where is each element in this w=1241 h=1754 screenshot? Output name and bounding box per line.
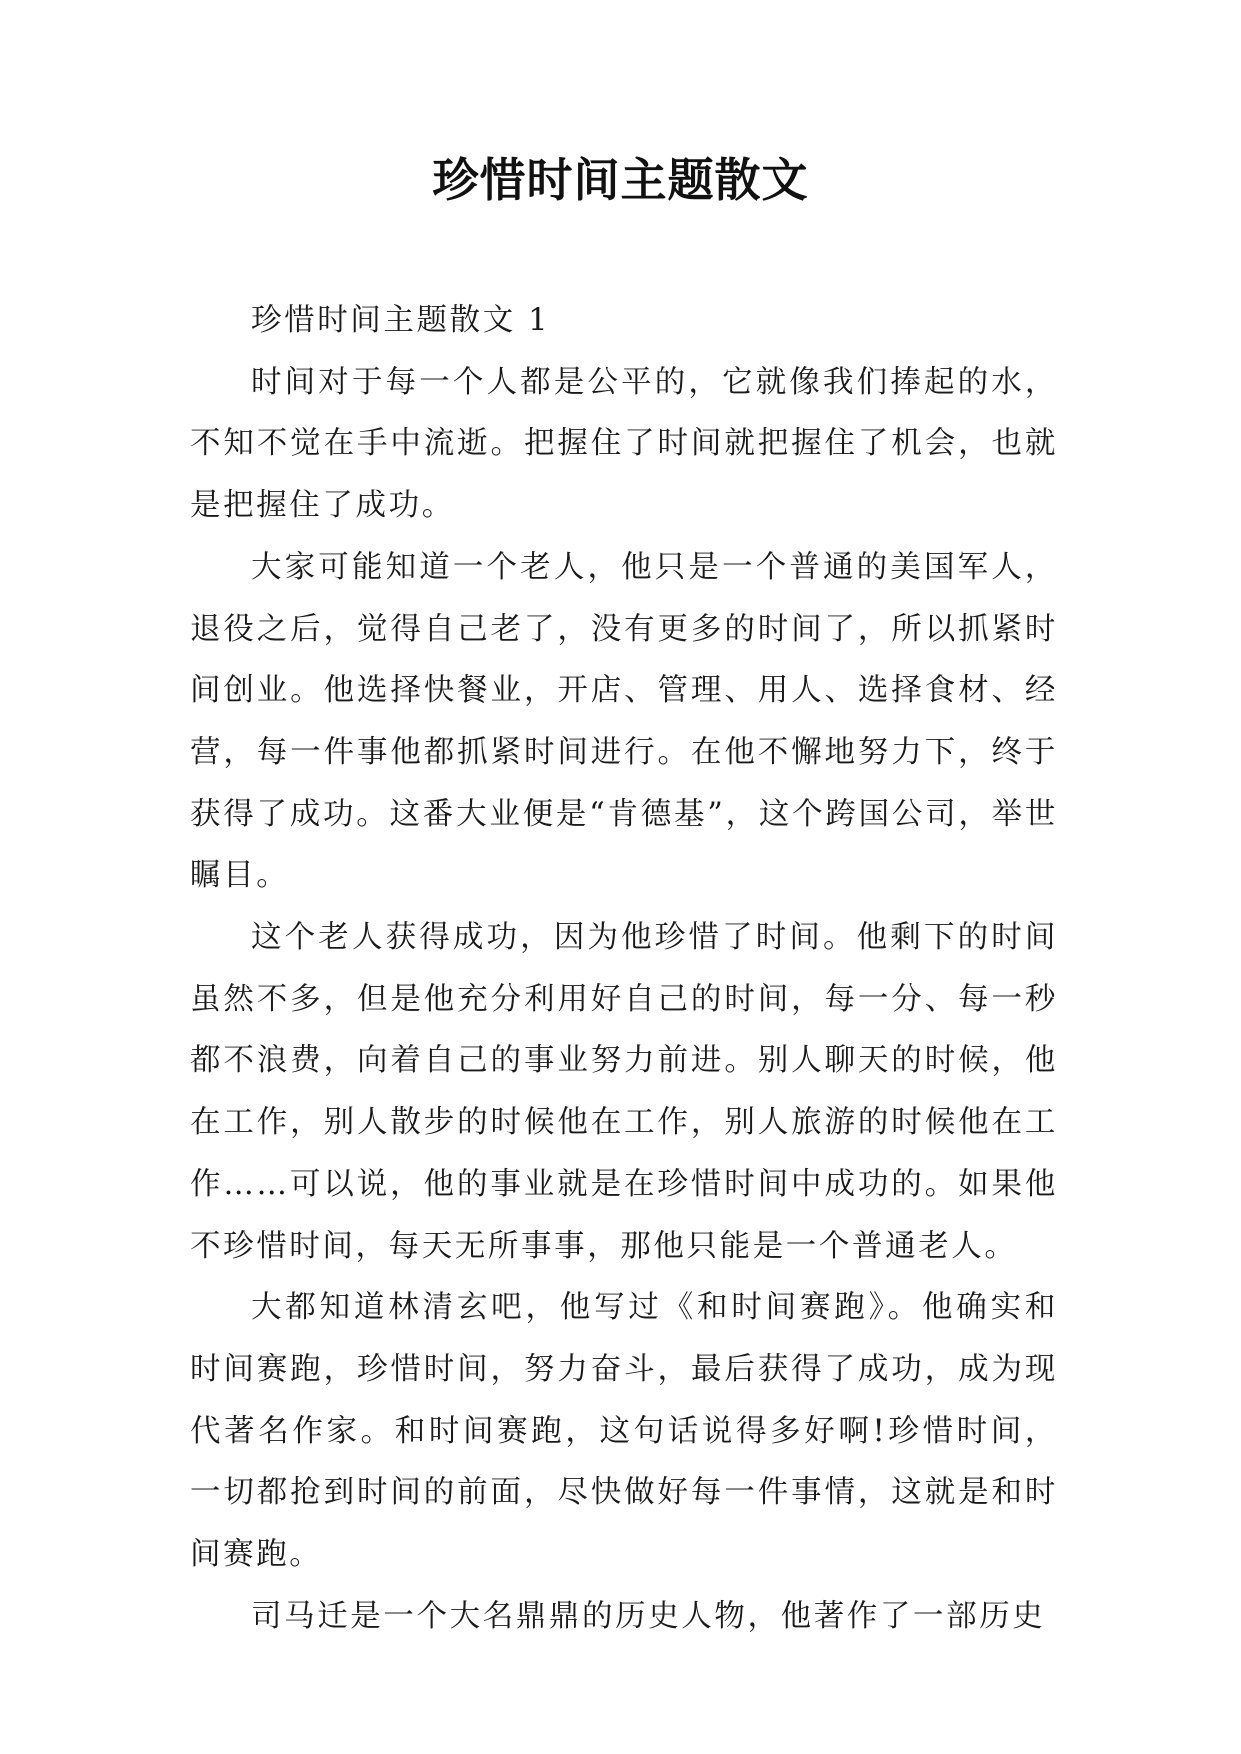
document-title: 珍惜时间主题散文 — [432, 153, 809, 207]
paragraph: 这个老人获得成功，因为他珍惜了时间。他剩下的时间虽然不多，但是他充分利用好自己的时间，每一分、每一秒都不浪费，向着自己的事业努力前进。别人聊天的时候，他在工作，别人散步的时候他在工作，别人旅游的时候他在工作……可以说，他的事业就是在珍惜时间中成功的。如果他不珍惜时间，每天无所事事，那他只能是一个普通老人。 — [190, 920, 1058, 1264]
paragraph: 大都知道林清玄吧，他写过《和时间赛跑》。他确实和时间赛跑，珍惜时间，努力奋斗，最后获得了成功，成为现代著名作家。和时间赛跑，这句话说得多好啊!珍惜时间，一切都抢到时间的前面，尽快做好每一件事情，这就是和时间赛跑。 — [190, 1290, 1058, 1573]
section-heading: 珍惜时间主题散文 1 — [251, 303, 551, 338]
paragraph: 大家可能知道一个老人，他只是一个普通的美国军人，退役之后，觉得自己老了，没有更多的时间了，所以抓紧时间创业。他选择快餐业，开店、管理、用人、选择食材、经营，每一件事他都抓紧时间进行。在他不懈地努力下，终于获得了成功。这番大业便是“肯德基”，这个跨国公司，举世瞩目。 — [190, 549, 1058, 894]
paragraph: 司马迁是一个大名鼎鼎的历史人物，他著作了一部历史 — [251, 1598, 1046, 1634]
document-body — [190, 290, 1058, 1647]
paragraph: 时间对于每一个人都是公平的，它就像我们捧起的水，不知不觉在手中流逝。把握住了时间就把握住了机会，也就是把握住了成功。 — [190, 364, 1058, 524]
